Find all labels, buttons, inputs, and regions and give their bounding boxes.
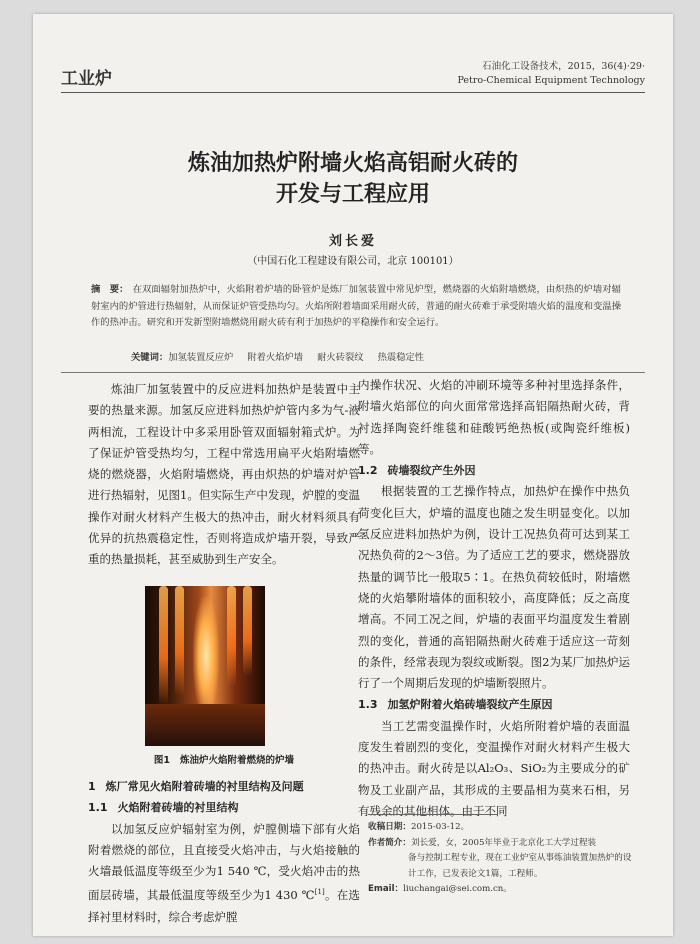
- paragraph-text: 以加氢反应炉辐射室为例，炉膛侧墙下部有火焰附着燃烧的部位，且直接受火焰冲击，与火焰接触的火墙最低温度等级至少为1 540 ℃，受火焰冲击的热面层砖墙，其最低温度等级至少为1 430 ℃: [88, 821, 360, 903]
- bio-text: 刘长爱，女，2005年毕业于北京化工大学过程装: [410, 837, 597, 848]
- heading-number: 1: [88, 780, 96, 793]
- bio-text: 备与控制工程专业，现在工业炉室从事炼油装置加热炉的设: [408, 853, 632, 863]
- bio-text: 计工作，已发表论文1篇，工程师。: [408, 868, 543, 879]
- citation-ref: [1]: [314, 888, 325, 897]
- heading-1-2: [358, 460, 630, 481]
- figure-number: 图1: [153, 755, 171, 766]
- section-label: 工业炉: [61, 69, 112, 89]
- heading-text: 炼厂常见火焰附着砖墙的衬里结构及问题: [105, 780, 304, 793]
- author-name: 刘长爱: [328, 234, 377, 249]
- received-label: 收稿日期：: [368, 822, 411, 832]
- keywords-label: 关键词：: [131, 352, 169, 363]
- heading-text: 火焰附着砖墙的衬里结构: [117, 801, 239, 815]
- furnace-floor: [145, 704, 265, 746]
- paragraph-1-2: 根据装置的工艺操作特点，加热炉在操作中热负荷变化巨大，炉墙的温度也随之发生明显变化。以加氢反应进料加热炉为例，设计工况热负荷可达到某工况热负荷的2～3倍。为了适应工艺的要求，燃烧器放热量的调节比一般取5∶1。在热负荷较低时，附墙燃烧的火焰攀附墙体的面积较小，高度降低；反之高度增高。不同工况之间，炉墙的表面平均温度发生着剧烈的变化，普通的高铝隔热耐火砖难于适应这一苛刻的条件，经常表现为裂纹或断裂。图2为某厂加热炉运行了一个周期后发现的炉墙断裂照片。: [358, 484, 630, 691]
- flame-column: [227, 586, 236, 686]
- footnote-rule: [368, 814, 498, 815]
- journal-citation: 石油化工设备技术，2015，36(4)·29·: [482, 61, 645, 72]
- abstract: [91, 282, 621, 332]
- figure-caption-text: 炼油炉火焰附着燃烧的炉墙: [180, 755, 295, 766]
- paper-title: [33, 148, 673, 210]
- paragraph-text: 。在选择衬里材料时，综合考虑炉膛: [88, 888, 360, 924]
- heading-number: 1.3: [358, 698, 378, 712]
- left-column-intro: [88, 379, 360, 571]
- author-email: [368, 882, 636, 898]
- keyword-item: 热震稳定性: [377, 352, 425, 363]
- author-bio: [368, 836, 636, 883]
- keyword-item: 加氢装置反应炉: [168, 352, 234, 363]
- abstract-label: 摘 要：: [91, 284, 129, 295]
- flame-column: [243, 586, 252, 676]
- keyword-item: 附着火焰炉墙: [247, 352, 304, 363]
- journal-name-en: Petro-Chemical Equipment Technology: [457, 75, 645, 86]
- heading-text: 加氢炉附着火焰砖墙裂纹产生原因: [387, 698, 553, 712]
- left-column-section-1: [88, 776, 360, 928]
- heading-number: 1.2: [358, 464, 378, 478]
- email-value: liuchangai@sei.com.cn。: [403, 884, 512, 894]
- flame-column: [175, 586, 184, 696]
- title-line-1: 炼油加热炉附墙火焰高铝耐火砖的: [187, 151, 518, 176]
- flame-column: [159, 586, 168, 706]
- heading-1-3: [358, 694, 630, 715]
- abstract-rule: [61, 372, 645, 373]
- received-date: [368, 820, 636, 836]
- heading-1: [88, 776, 360, 797]
- heading-1-1: [88, 797, 360, 818]
- paragraph-1-1: [88, 819, 360, 928]
- right-column: [358, 375, 630, 822]
- keyword-item: 耐火砖裂纹: [317, 352, 364, 363]
- received-value: 2015-03-12。: [410, 822, 470, 832]
- keywords: [131, 350, 438, 366]
- figure-1-caption: [88, 752, 360, 766]
- figure-1-furnace-photo: [145, 586, 265, 746]
- journal-page: [33, 14, 673, 936]
- journal-info: [457, 60, 645, 88]
- paragraph-1-1-cont: 内操作状况、火焰的冲刷环境等多种衬里选择条件，附墙火焰部位的向火面常常选择高铝隔热耐火砖，背衬选择陶瓷纤维毯和硅酸钙绝热板(或陶瓷纤维板)等。: [358, 378, 630, 456]
- title-line-2: 开发与工程应用: [275, 182, 430, 207]
- flame-glow: [193, 596, 219, 716]
- heading-text: 砖墙裂纹产生外因: [387, 464, 476, 478]
- author-affiliation: （中国石化工程建设有限公司，北京 100101）: [247, 256, 459, 267]
- email-label: Email：: [368, 884, 404, 894]
- heading-number: 1.1: [88, 801, 108, 815]
- footnote: [368, 820, 636, 898]
- intro-paragraph: 炼油厂加氢装置中的反应进料加热炉是装置中主要的热量来源。加氢反应进料加热炉炉管内多为气-液两相流，工程设计中多采用卧管双面辐射箱式炉。为了保证炉管受热均匀，工程中常选用扁平火焰附墙燃烧的燃烧器，火焰附墙燃烧，再由炽热的炉墙对炉管进行热辐射，见图1。但实际生产中发现，炉膛的变温操作对耐火材料产生极大的热冲击，耐火材料须具有优异的抗热震稳定性，否则将造成炉墙开裂，导致严重的热量损耗，甚至威胁到生产安全。: [88, 382, 360, 567]
- abstract-text: 在双面辐射加热炉中，火焰附着炉墙的卧管炉是炼厂加氢装置中常见炉型，燃烧器的火焰附墙燃烧，由炽热的炉墙对辐射室内的炉管进行热辐射，从而保证炉管受热均匀。火焰所附着墙面采用耐火砖，普通的耐火砖难于承受附墙火焰的温度和变温操作的热冲击。研究和开发新型附墙燃烧用耐火砖有利于加热炉的平稳操作和安全运行。: [91, 284, 621, 328]
- paragraph-1-3: 当工艺需变温操作时，火焰所附着炉墙的表面温度发生着剧烈的变化，变温操作对耐火材料产生极大的热冲击。耐火砖是以Al₂O₃、SiO₂为主要成分的矿物及工业副产品，其形成的主要晶相为莫来石相，另有残余的其他相体。由于不同: [358, 718, 630, 818]
- bio-label: 作者简介：: [368, 837, 411, 848]
- header-rule: [61, 92, 645, 93]
